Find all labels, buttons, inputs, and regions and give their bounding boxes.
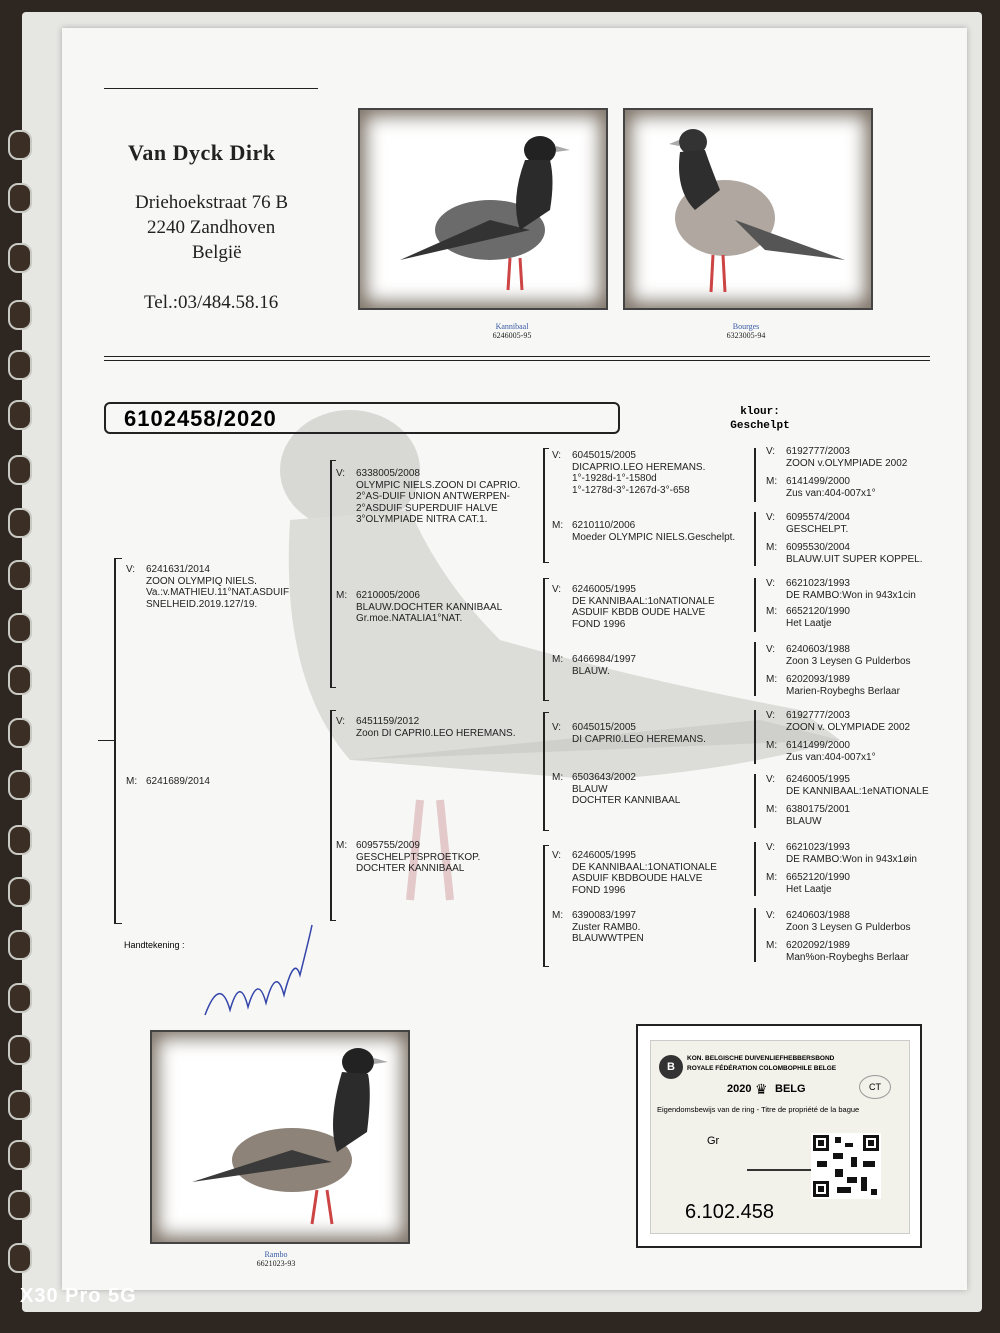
pedigree-detail: ZOON OLYMPIQ NIELS. bbox=[146, 575, 257, 587]
pedigree-ring: 6380175/2001 bbox=[786, 804, 850, 815]
bracket-gen4 bbox=[754, 642, 756, 696]
bracket-gen3 bbox=[543, 448, 545, 562]
bracket-cap bbox=[543, 712, 549, 713]
pedigree-ring: 6503643/2002 bbox=[572, 772, 636, 783]
crown-icon: ♛ bbox=[755, 1081, 768, 1097]
photo-name: Bourges bbox=[732, 322, 760, 331]
cert-year: 2020 bbox=[727, 1083, 752, 1095]
header-rule bbox=[104, 88, 318, 89]
pedigree-tag: V: bbox=[126, 564, 136, 575]
cert-ring-number: 6.102.458 bbox=[685, 1201, 774, 1223]
pedigree-detail: FOND 1996 bbox=[572, 618, 626, 630]
bracket-gen4 bbox=[754, 578, 756, 632]
punch-hole bbox=[8, 1243, 32, 1273]
pedigree-ring: 6241631/2014 bbox=[146, 564, 210, 575]
bracket-cap bbox=[543, 448, 549, 449]
punch-hole bbox=[8, 455, 32, 485]
color-label: klour: bbox=[740, 406, 780, 418]
pedigree-ring: 6202093/1989 bbox=[786, 674, 850, 685]
signature-line bbox=[747, 1169, 817, 1171]
punch-hole bbox=[8, 1190, 32, 1220]
pedigree-ring: 6338005/2008 bbox=[356, 468, 420, 479]
punch-hole bbox=[8, 770, 32, 800]
photo-caption-bourges bbox=[686, 322, 806, 340]
pigeon-photo-bourges bbox=[623, 108, 873, 310]
pedigree-tag: M: bbox=[766, 940, 778, 951]
pedigree-detail: ASDUIF KBDBOUDE HALVE bbox=[572, 873, 703, 884]
bracket-cap bbox=[330, 920, 336, 921]
pedigree-tag: V: bbox=[552, 850, 562, 861]
pedigree-detail: DE KANNIBAAL:1oNATIONALE bbox=[572, 595, 715, 607]
punch-hole bbox=[8, 560, 32, 590]
divider-rule-2 bbox=[104, 360, 930, 361]
pedigree-ring: 6095530/2004 bbox=[786, 542, 850, 553]
bracket-gen4 bbox=[754, 512, 756, 566]
bracket-gen3 bbox=[543, 845, 545, 966]
owner-name: Van Dyck Dirk bbox=[128, 140, 276, 165]
photo-caption-kannibaal bbox=[452, 322, 572, 340]
kbdb-logo-icon: B bbox=[659, 1055, 683, 1079]
pedigree-ring: 6621023/1993 bbox=[786, 842, 850, 853]
pedigree-detail: 3°OLYMPIADE NITRA CAT.1. bbox=[356, 514, 488, 525]
pedigree-tag: V: bbox=[766, 710, 776, 721]
pedigree-tag: V: bbox=[766, 446, 776, 457]
punch-hole bbox=[8, 243, 32, 273]
pedigree-detail: BLAUWWTPEN bbox=[572, 933, 644, 944]
pedigree-detail: BLAUW. bbox=[572, 665, 610, 677]
owner-city: 2240 Zandhoven bbox=[147, 217, 276, 238]
pedigree-detail: 2°ASDUIF SUPERDUIF HALVE bbox=[356, 502, 498, 514]
bracket-gen3 bbox=[543, 712, 545, 830]
punch-hole bbox=[8, 1090, 32, 1120]
pedigree-detail: DE RAMBO:Won in 943x1cin bbox=[786, 589, 916, 601]
pedigree-ring: 6141499/2000 bbox=[786, 476, 850, 487]
owner-street: Driehoekstraat 76 B bbox=[135, 192, 289, 213]
color-value: Geschelpt bbox=[730, 420, 790, 432]
pedigree-ring: 6246005/1995 bbox=[572, 850, 636, 861]
pedigree-tag: V: bbox=[766, 644, 776, 655]
pedigree-ring: 6202092/1989 bbox=[786, 940, 850, 951]
bracket-cap bbox=[330, 460, 336, 461]
owner-phone: Tel.:03/484.58.16 bbox=[144, 292, 279, 313]
pedigree-detail: BLAUW bbox=[786, 815, 822, 827]
pedigree-ring: 6240603/1988 bbox=[786, 910, 850, 921]
cert-country: BELG bbox=[775, 1083, 806, 1095]
pedigree-detail: Zuster RAMB0. bbox=[572, 921, 641, 933]
pedigree-detail: DOCHTER KANNIBAAL bbox=[572, 795, 681, 806]
pedigree-detail: ZOON v. OLYMPIADE 2002 bbox=[786, 721, 911, 733]
pedigree-tag: V: bbox=[766, 774, 776, 785]
bracket-cap bbox=[543, 578, 549, 579]
photo-ring: 6621023-93 bbox=[256, 1259, 296, 1268]
pedigree-detail: 1°-1928d-1°-1580d bbox=[572, 473, 657, 484]
photo-ring: 6246005-95 bbox=[492, 331, 532, 340]
bracket-gen4 bbox=[754, 710, 756, 764]
pedigree-detail: BLAUW.UIT SUPER KOPPEL. bbox=[786, 553, 923, 565]
pedigree-tag: M: bbox=[552, 654, 564, 665]
pedigree-detail: Moeder OLYMPIC NIELS.Geschelpt. bbox=[572, 531, 736, 543]
ring-certificate bbox=[636, 1024, 922, 1248]
signature-scribble bbox=[200, 915, 320, 1025]
pedigree-ring: 6451159/2012 bbox=[356, 716, 420, 727]
punch-hole bbox=[8, 1035, 32, 1065]
punch-hole bbox=[8, 665, 32, 695]
pedigree-detail: DICAPRIO.LEO HEREMANS. bbox=[572, 461, 706, 473]
pedigree-detail: Zus van:404-007x1° bbox=[786, 751, 876, 763]
pedigree-tag: M: bbox=[766, 872, 778, 883]
pedigree-ring: 6241689/2014 bbox=[146, 776, 210, 787]
bracket-gen2-top bbox=[330, 460, 332, 688]
pedigree-ring: 6045015/2005 bbox=[572, 450, 636, 461]
pedigree-detail: GESCHELPTSPROETKOP. bbox=[356, 851, 481, 863]
pedigree-detail: Het Laatje bbox=[786, 883, 832, 895]
pedigree-ring: 6621023/1993 bbox=[786, 578, 850, 589]
pedigree-ring: 6045015/2005 bbox=[572, 722, 636, 733]
pedigree-detail: 2°AS-DUIF UNION ANTWERPEN- bbox=[356, 491, 511, 502]
pedigree-ring: 6141499/2000 bbox=[786, 740, 850, 751]
pedigree-detail: 1°-1278d-3°-1267d-3°-658 bbox=[572, 484, 690, 496]
pedigree-detail: DI CAPRI0.LEO HEREMANS. bbox=[572, 733, 706, 745]
bracket-link bbox=[98, 740, 114, 741]
punch-hole bbox=[8, 930, 32, 960]
pigeon-color bbox=[720, 405, 800, 433]
pedigree-ring: 6210005/2006 bbox=[356, 590, 420, 601]
pedigree-detail: GESCHELPT. bbox=[786, 523, 849, 535]
photo-name: Rambo bbox=[264, 1250, 288, 1259]
pedigree-tag: V: bbox=[766, 578, 776, 589]
bracket-cap bbox=[543, 562, 549, 563]
punch-hole bbox=[8, 877, 32, 907]
ring-symbol-icon: Gr bbox=[707, 1135, 720, 1147]
pedigree-tag: M: bbox=[766, 740, 778, 751]
punch-hole bbox=[8, 130, 32, 160]
pedigree-ring: 6652120/1990 bbox=[786, 606, 850, 617]
bracket-cap bbox=[114, 923, 122, 924]
camera-watermark: X30 Pro 5G bbox=[20, 1285, 137, 1307]
punch-hole bbox=[8, 183, 32, 213]
pedigree-detail: Zus van:404-007x1° bbox=[786, 487, 876, 499]
pedigree-detail: FOND 1996 bbox=[572, 884, 626, 896]
pedigree-tag: M: bbox=[552, 520, 564, 531]
pedigree-detail: Marien-Roybeghs Berlaar bbox=[786, 685, 900, 697]
punch-hole bbox=[8, 350, 32, 380]
bracket-cap bbox=[114, 558, 122, 559]
qr-code-icon bbox=[811, 1133, 881, 1199]
pedigree-detail: DOCHTER KANNIBAAL bbox=[356, 863, 465, 874]
bracket-gen4 bbox=[754, 448, 756, 502]
pedigree-ring: 6095574/2004 bbox=[786, 512, 850, 523]
pedigree-detail: BLAUW bbox=[572, 783, 608, 795]
punch-hole bbox=[8, 1140, 32, 1170]
cert-org-fr: ROYALE FÉDÉRATION COLOMBOPHILE BELGE bbox=[687, 1065, 837, 1072]
owner-country: België bbox=[192, 242, 242, 263]
pedigree-tag: V: bbox=[336, 716, 346, 727]
pedigree-detail: DE KANNIBAAL:1ONATIONALE bbox=[572, 861, 717, 873]
bracket-cap bbox=[543, 845, 549, 846]
pigeon-ring-number: 6102458/2020 bbox=[104, 402, 620, 434]
pedigree-detail: Het Laatje bbox=[786, 617, 832, 629]
pedigree-ring: 6240603/1988 bbox=[786, 644, 850, 655]
bracket-cap bbox=[543, 966, 549, 967]
pedigree-tag: M: bbox=[766, 476, 778, 487]
bracket-cap bbox=[330, 710, 336, 711]
pedigree-tag: M: bbox=[766, 804, 778, 815]
pedigree-detail: BLAUW.DOCHTER KANNIBAAL bbox=[356, 601, 503, 613]
cert-title: Eigendomsbewijs van de ring - Titre de propriété de la bague bbox=[657, 1105, 860, 1114]
punch-hole bbox=[8, 400, 32, 430]
punch-hole bbox=[8, 300, 32, 330]
photo-name: Kannibaal bbox=[495, 322, 529, 331]
pedigree-ring: 6210110/2006 bbox=[572, 520, 636, 531]
pedigree-tag: M: bbox=[336, 590, 348, 601]
photo-ring: 6323005-94 bbox=[726, 331, 766, 340]
signature-label: Handtekening : bbox=[124, 940, 185, 950]
bracket-gen3 bbox=[543, 578, 545, 700]
pedigree-ring: 6246005/1995 bbox=[572, 584, 636, 595]
pedigree-detail: OLYMPIC NIELS.ZOON DI CAPRIO. bbox=[356, 479, 521, 491]
pedigree-tag: M: bbox=[336, 840, 348, 851]
pedigree-tag: V: bbox=[552, 450, 562, 461]
bracket-gen2-bottom bbox=[330, 710, 332, 920]
photo-caption-rambo bbox=[216, 1250, 336, 1268]
bracket-gen4 bbox=[754, 774, 756, 828]
punch-hole bbox=[8, 983, 32, 1013]
pedigree-tag: V: bbox=[766, 512, 776, 523]
pedigree-detail: Gr.moe.NATALIA1°NAT. bbox=[356, 613, 463, 624]
pedigree-tag: M: bbox=[126, 776, 138, 787]
pedigree-detail: ZOON v.OLYMPIADE 2002 bbox=[786, 457, 908, 469]
pedigree-tag: V: bbox=[766, 910, 776, 921]
pedigree-detail: Zoon 3 Leysen G Pulderbos bbox=[786, 655, 911, 667]
cert-org-nl: KON. BELGISCHE DUIVENLIEFHEBBERSBOND bbox=[687, 1055, 835, 1062]
pedigree-ring: 6192777/2003 bbox=[786, 710, 850, 721]
pedigree-tag: M: bbox=[766, 542, 778, 553]
pedigree-tag: V: bbox=[552, 722, 562, 733]
pedigree-tag: V: bbox=[552, 584, 562, 595]
pedigree-ring: 6652120/1990 bbox=[786, 872, 850, 883]
pedigree-ring: 6095755/2009 bbox=[356, 840, 420, 851]
pedigree-tag: V: bbox=[336, 468, 346, 479]
pedigree-tag: V: bbox=[766, 842, 776, 853]
pedigree-detail: DE KANNIBAAL:1eNATIONALE bbox=[786, 785, 929, 797]
bracket-cap bbox=[543, 830, 549, 831]
pedigree-detail: Zoon 3 Leysen G Pulderbos bbox=[786, 921, 911, 933]
pedigree-detail: DE RAMBO:Won in 943x1øin bbox=[786, 853, 917, 865]
pedigree-tag: M: bbox=[552, 772, 564, 783]
divider-rule bbox=[104, 356, 930, 357]
bracket-cap bbox=[330, 687, 336, 688]
pedigree-ring: 6390083/1997 bbox=[572, 910, 636, 921]
pedigree-detail: Man%on-Roybeghs Berlaar bbox=[786, 951, 909, 963]
pedigree-tag: M: bbox=[766, 606, 778, 617]
pigeon-photo-rambo bbox=[150, 1030, 410, 1244]
punch-hole bbox=[8, 508, 32, 538]
punch-hole bbox=[8, 825, 32, 855]
punch-hole bbox=[8, 613, 32, 643]
pedigree-detail: SNELHEID.2019.127/19. bbox=[146, 598, 258, 610]
federation-logo-icon: CT bbox=[859, 1075, 891, 1099]
pigeon-photo-kannibaal bbox=[358, 108, 608, 310]
bracket-gen4 bbox=[754, 908, 756, 962]
pedigree-detail: ASDUIF KBDB OUDE HALVE bbox=[572, 607, 706, 618]
pedigree-ring: 6246005/1995 bbox=[786, 774, 850, 785]
punch-hole bbox=[8, 718, 32, 748]
pedigree-ring: 6466984/1997 bbox=[572, 654, 636, 665]
pedigree-tag: M: bbox=[552, 910, 564, 921]
bracket-gen4 bbox=[754, 842, 756, 896]
pedigree-tag: M: bbox=[766, 674, 778, 685]
certificate-card bbox=[650, 1040, 910, 1234]
pedigree-ring: 6192777/2003 bbox=[786, 446, 850, 457]
bracket-gen1 bbox=[114, 558, 116, 924]
pedigree-detail: Zoon DI CAPRI0.LEO HEREMANS. bbox=[356, 727, 516, 739]
bracket-cap bbox=[543, 700, 549, 701]
pedigree-detail: Va.:v.MATHIEU.11°NAT.ASDUIF bbox=[146, 587, 290, 598]
